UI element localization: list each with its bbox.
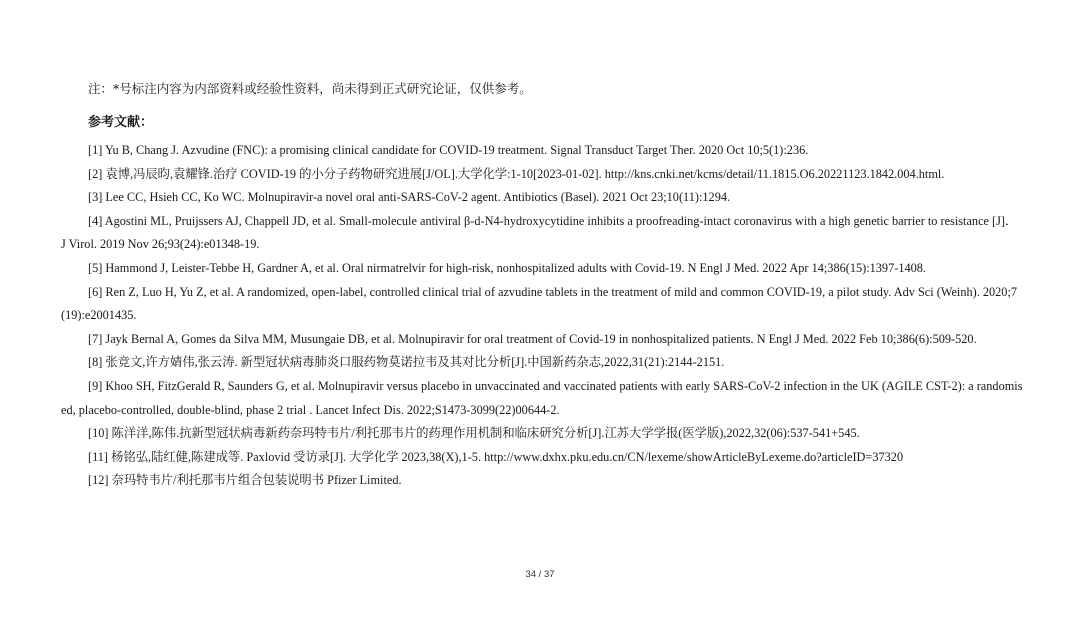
- reference-item: [7] Jayk Bernal A, Gomes da Silva MM, Musungaie DB, et al. Molnupiravir for oral treatment of Covid-19 in nonhospitalized patients. N Engl J Med. 2022 Feb 10;386(6):509-520.: [88, 331, 977, 346]
- reference-item: [11] 杨铭弘,陆红健,陈建成等. Paxlovid 受访录[J]. 大学化学 2023,38(X),1-5. http://www.dxhx.pku.edu.cn/CN/lexeme/showArticleByLexeme.do?articleID=37320: [88, 449, 904, 464]
- reference-item: [6] Ren Z, Luo H, Yu Z, et al. A randomized, open-label, controlled clinical trial of azvudine tablets in the treatment of mild and common COVID-19, a pilot study. Adv Sci (Weinh). 2020;7(19):e2001435.: [61, 284, 1018, 323]
- reference-item: [10] 陈洋洋,陈伟.抗新型冠状病毒新药奈玛特韦片/利托那韦片的药理作用机制和临床研究分析[J].江苏大学学报(医学版),2022,32(06):537-541+545.: [88, 426, 860, 441]
- references-list: [61, 139, 1023, 493]
- reference-item: [1] Yu B, Chang J. Azvudine (FNC): a promising clinical candidate for COVID-19 treatment. Signal Transduct Target Ther. 2020 Oct 10;5(1):236.: [88, 143, 809, 157]
- disclaimer-note: 注：*号标注内容为内部资料或经验性资料，尚未得到正式研究论证，仅供参考。: [88, 81, 532, 96]
- reference-item: [12] 奈玛特韦片/利托那韦片组合包装说明书 Pfizer Limited.: [88, 473, 402, 488]
- reference-item: [5] Hammond J, Leister-Tebbe H, Gardner A, et al. Oral nirmatrelvir for high-risk, nonhospitalized adults with Covid-19. N Engl J Med. 2022 Apr 14;386(15):1397-1408.: [88, 260, 926, 275]
- reference-item: [3] Lee CC, Hsieh CC, Ko WC. Molnupiravir-a novel oral anti-SARS-CoV-2 agent. Antibiotics (Basel). 2021 Oct 23;10(11):1294.: [88, 190, 731, 205]
- reference-item: [2] 袁博,冯辰昀,袁耀锋.治疗 COVID-19 的小分子药物研究进展[J/OL].大学化学:1-10[2023-01-02]. http://kns.cnki.net/kcms/detail/11.1815.O6.20221123.1842.004.html.: [88, 166, 945, 181]
- page-number: 34 / 37: [525, 569, 555, 580]
- reference-item: [4] Agostini ML, Pruijssers AJ, Chappell JD, et al. Small-molecule antiviral β-d-N4-hydroxycytidine inhibits a proofreading-intact coronavirus with a high genetic barrier to resistance [J]． J Virol. 2019 Nov 26;93(24):e01348-19.: [61, 213, 1018, 252]
- reference-item: [9] Khoo SH, FitzGerald R, Saunders G, et al. Molnupiravir versus placebo in unvaccinated and vaccinated patients with early SARS-CoV-2 infection in the UK (AGILE CST-2): a randomised, placebo-controlled, double-blind, phase 2 trial . Lancet Infect Dis. 2022;S1473-3099(22)00644-2.: [61, 378, 1023, 417]
- reference-item: [8] 张竞文,许方婧伟,张云涛. 新型冠状病毒肺炎口服药物莫诺拉韦及其对比分析[J].中国新药杂志,2022,31(21):2144-2151.: [88, 355, 725, 370]
- references-heading: 参考文献：: [88, 115, 154, 130]
